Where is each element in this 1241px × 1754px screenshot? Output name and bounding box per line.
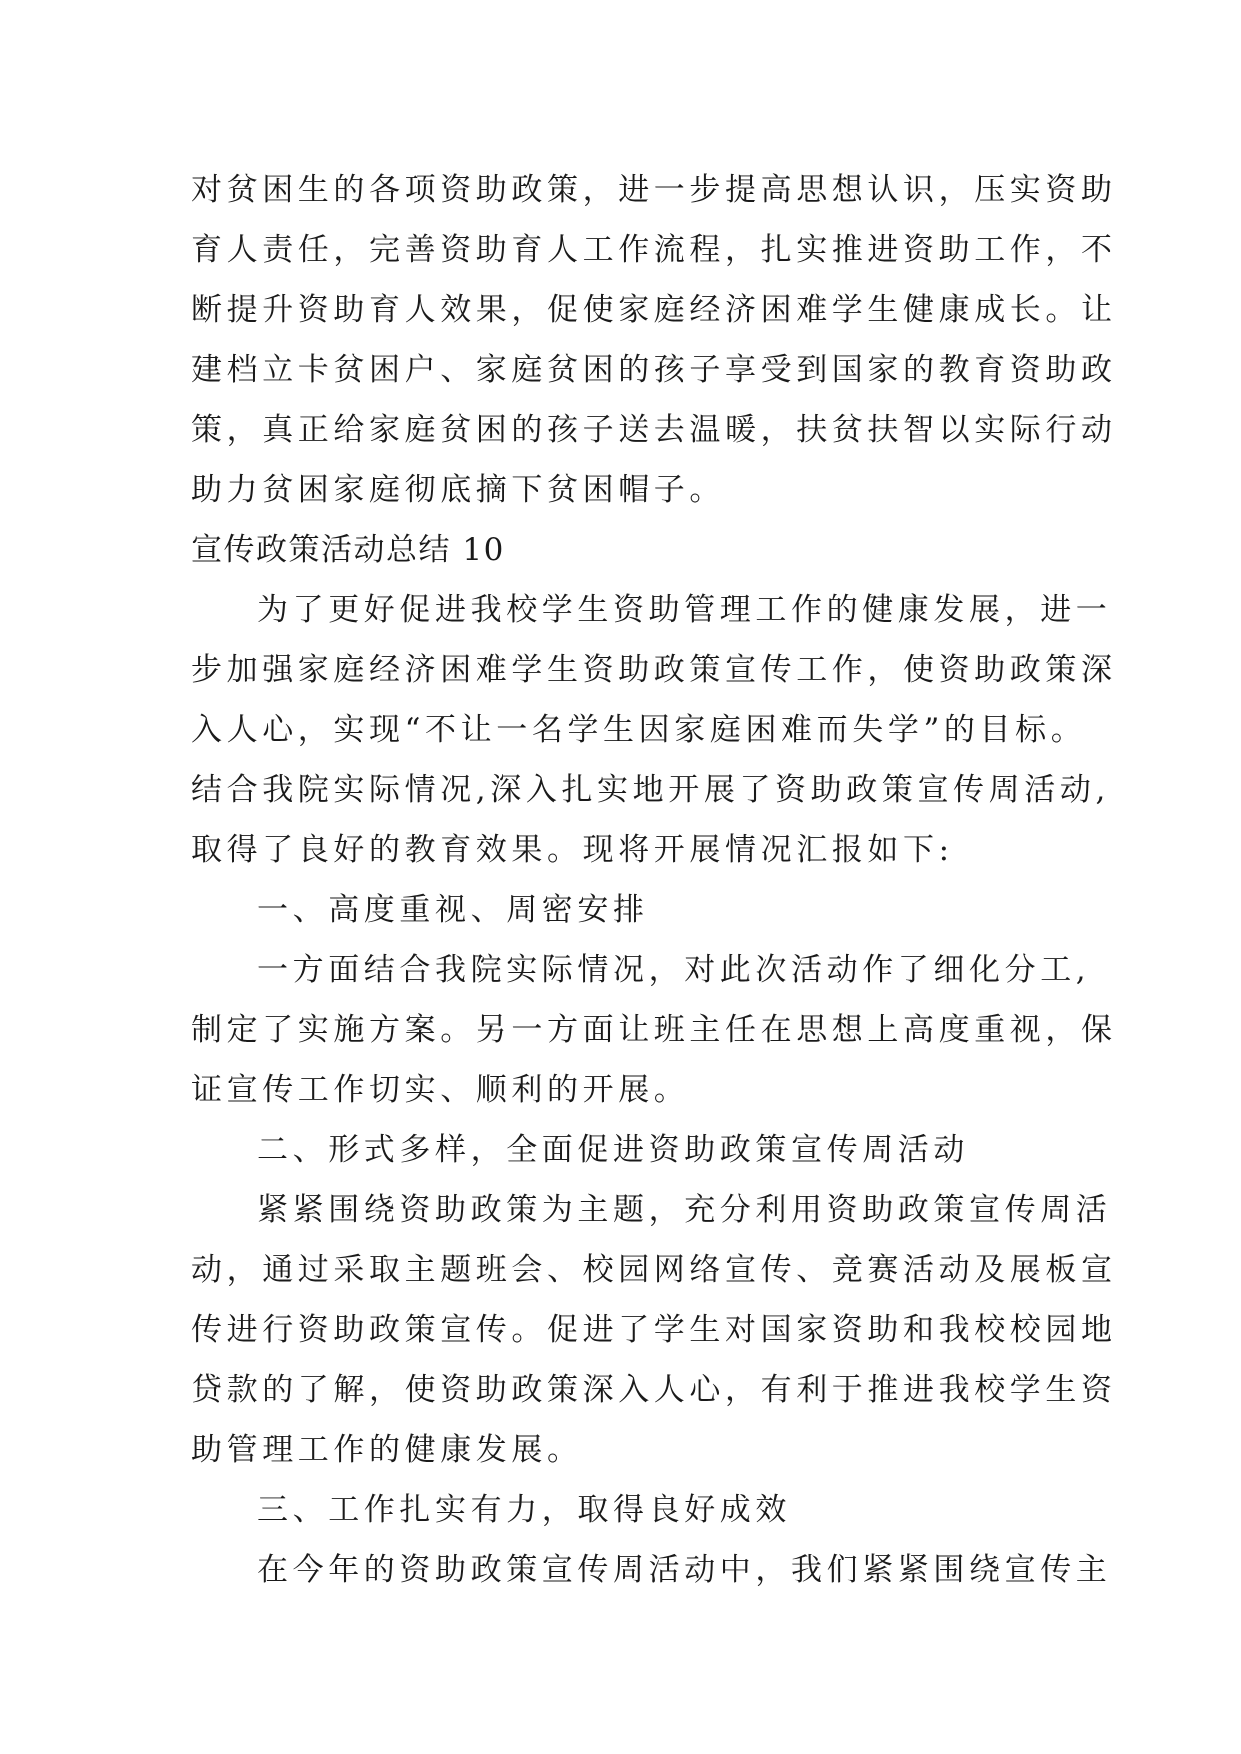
text-line: 传进行资助政策宣传。促进了学生对国家资助和我校校园地 bbox=[191, 1312, 1117, 1348]
text-line: 助管理工作的健康发展。 bbox=[191, 1432, 583, 1468]
text-line: 结合我院实际情况,深入扎实地开展了资助政策宣传周活动, bbox=[191, 772, 1110, 808]
text-line: 建档立卡贫困户、家庭贫困的孩子享受到国家的教育资助政 bbox=[191, 352, 1117, 388]
text-line: 贷款的了解，使资助政策深入人心，有利于推进我校学生资 bbox=[191, 1372, 1117, 1408]
text-line: 一方面结合我院实际情况，对此次活动作了细化分工, bbox=[257, 952, 1091, 988]
text-line: 制定了实施方案。另一方面让班主任在思想上高度重视，保 bbox=[191, 1012, 1117, 1048]
text-line: 取得了良好的教育效果。现将开展情况汇报如下: bbox=[191, 832, 954, 868]
text-line: 对贫困生的各项资助政策，进一步提高思想认识，压实资助 bbox=[191, 172, 1117, 208]
text-line: 育人责任，完善资助育人工作流程，扎实推进资助工作，不 bbox=[191, 232, 1117, 268]
text-line: 策，真正给家庭贫困的孩子送去温暖，扶贫扶智以实际行动 bbox=[191, 412, 1117, 448]
text-line: 助力贫困家庭彻底摘下贫困帽子。 bbox=[191, 472, 725, 508]
text-line: 动，通过采取主题班会、校园网络宣传、竞赛活动及展板宣 bbox=[191, 1252, 1117, 1288]
document-body bbox=[191, 160, 1117, 1600]
text-line: 为了更好促进我校学生资助管理工作的健康发展，进一 bbox=[257, 592, 1112, 628]
text-line: 步加强家庭经济困难学生资助政策宣传工作，使资助政策深 bbox=[191, 652, 1117, 688]
section-heading: 宣传政策活动总结 10 bbox=[191, 532, 505, 568]
text-line: 一、高度重视、周密安排 bbox=[257, 892, 649, 928]
text-line: 三、工作扎实有力，取得良好成效 bbox=[257, 1492, 791, 1528]
text-line: 入人心，实现“不让一名学生因家庭困难而失学”的目标。 bbox=[191, 712, 1087, 748]
text-line: 断提升资助育人效果，促使家庭经济困难学生健康成长。让 bbox=[191, 292, 1117, 328]
text-line: 紧紧围绕资助政策为主题，充分利用资助政策宣传周活 bbox=[257, 1192, 1112, 1228]
text-line: 在今年的资助政策宣传周活动中，我们紧紧围绕宣传主 bbox=[257, 1552, 1112, 1588]
text-line: 二、形式多样，全面促进资助政策宣传周活动 bbox=[257, 1132, 969, 1168]
text-line: 证宣传工作切实、顺利的开展。 bbox=[191, 1072, 690, 1108]
